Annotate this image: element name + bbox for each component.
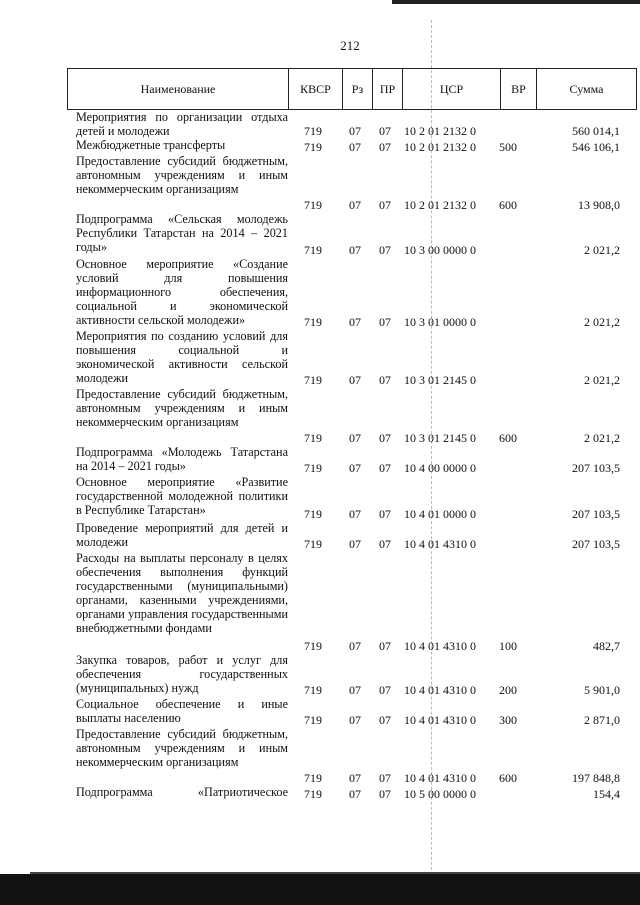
- row-pr: 07: [379, 683, 391, 697]
- row-vr: 600: [499, 771, 517, 785]
- row-csr: 10 3 01 2145 0: [404, 373, 476, 387]
- row-sum: 207 103,5: [572, 537, 620, 551]
- row-sum: 197 848,8: [572, 771, 620, 785]
- row-rz: 07: [349, 507, 361, 521]
- row-csr: 10 5 00 0000 0: [404, 787, 476, 801]
- scan-edge-bottom: [0, 874, 640, 905]
- header-kvsr: КВСР: [289, 69, 343, 109]
- row-rz: 07: [349, 537, 361, 551]
- row-sum: 2 021,2: [584, 315, 620, 329]
- header-pr: ПР: [373, 69, 403, 109]
- row-csr: 10 4 00 0000 0: [404, 461, 476, 475]
- row-rz: 07: [349, 639, 361, 653]
- row-pr: 07: [379, 461, 391, 475]
- row-csr: 10 3 01 0000 0: [404, 315, 476, 329]
- table-row: [0, 387, 640, 445]
- row-name: Подпрограмма «Молодежь Татарстана на 2014 – 2021 годы»: [76, 445, 288, 473]
- row-name: Мероприятия по созданию условий для повышения социальной и экономической активности сельской молодежи: [76, 329, 288, 385]
- table-row: [0, 154, 640, 212]
- row-rz: 07: [349, 243, 361, 257]
- row-sum: 154,4: [593, 787, 620, 801]
- header-csr: ЦСР: [403, 69, 501, 109]
- table-row: [0, 138, 640, 154]
- row-csr: 10 4 01 4310 0: [404, 537, 476, 551]
- row-kvsr: 719: [304, 198, 322, 212]
- row-pr: 07: [379, 243, 391, 257]
- row-kvsr: 719: [304, 713, 322, 727]
- row-vr: 100: [499, 639, 517, 653]
- row-csr: 10 4 01 4310 0: [404, 713, 476, 727]
- scan-edge-top: [392, 0, 640, 4]
- row-kvsr: 719: [304, 315, 322, 329]
- row-sum: 2 871,0: [584, 713, 620, 727]
- row-csr: 10 2 01 2132 0: [404, 198, 476, 212]
- row-sum: 2 021,2: [584, 243, 620, 257]
- row-kvsr: 719: [304, 639, 322, 653]
- row-name: Социальное обеспечение и иные выплаты населению: [76, 697, 288, 725]
- row-sum: 5 901,0: [584, 683, 620, 697]
- row-pr: 07: [379, 140, 391, 154]
- row-kvsr: 719: [304, 507, 322, 521]
- row-kvsr: 719: [304, 373, 322, 387]
- row-rz: 07: [349, 124, 361, 138]
- table-row: [0, 697, 640, 727]
- row-pr: 07: [379, 787, 391, 801]
- table-row: [0, 110, 640, 138]
- row-csr: 10 4 01 4310 0: [404, 771, 476, 785]
- header-vr: ВР: [501, 69, 537, 109]
- row-kvsr: 719: [304, 537, 322, 551]
- row-pr: 07: [379, 507, 391, 521]
- row-kvsr: 719: [304, 461, 322, 475]
- table-row: [0, 727, 640, 785]
- row-kvsr: 719: [304, 124, 322, 138]
- row-pr: 07: [379, 771, 391, 785]
- row-name: Предоставление субсидий бюджетным, автономным учреждениям и иным некоммерческим организациям: [76, 727, 288, 769]
- row-sum: 2 021,2: [584, 373, 620, 387]
- row-rz: 07: [349, 431, 361, 445]
- table-row: [0, 475, 640, 521]
- table-row: [0, 785, 640, 801]
- row-csr: 10 4 01 4310 0: [404, 639, 476, 653]
- row-rz: 07: [349, 198, 361, 212]
- table-row: [0, 551, 640, 653]
- row-vr: 600: [499, 431, 517, 445]
- table-row: [0, 445, 640, 475]
- row-name: Мероприятия по организации отдыха детей и молодежи: [76, 110, 288, 138]
- row-name: Подпрограмма «Сельская молодежь Республики Татарстан на 2014 – 2021 годы»: [76, 212, 288, 254]
- header-rz: Рз: [343, 69, 373, 109]
- row-csr: 10 3 00 0000 0: [404, 243, 476, 257]
- row-sum: 546 106,1: [572, 140, 620, 154]
- row-name: Предоставление субсидий бюджетным, автономным учреждениям и иным некоммерческим организациям: [76, 387, 288, 429]
- row-pr: 07: [379, 198, 391, 212]
- row-vr: 300: [499, 713, 517, 727]
- row-name: Закупка товаров, работ и услуг для обеспечения государственных (муниципальных) нужд: [76, 653, 288, 695]
- row-sum: 207 103,5: [572, 461, 620, 475]
- row-kvsr: 719: [304, 431, 322, 445]
- row-name: Расходы на выплаты персоналу в целях обеспечения выполнения функций государственными (муниципальными) органами, казенными учреждениями, органами управления государственными внебюджетными фондами: [76, 551, 288, 635]
- row-rz: 07: [349, 461, 361, 475]
- row-csr: 10 3 01 2145 0: [404, 431, 476, 445]
- table-row: [0, 653, 640, 697]
- row-csr: 10 4 01 0000 0: [404, 507, 476, 521]
- row-pr: 07: [379, 639, 391, 653]
- row-sum: 207 103,5: [572, 507, 620, 521]
- row-vr: 500: [499, 140, 517, 154]
- row-name: Межбюджетные трансферты: [76, 138, 226, 152]
- row-name: Основное мероприятие «Развитие государственной молодежной политики в Республике Татарстан»: [76, 475, 288, 517]
- row-pr: 07: [379, 431, 391, 445]
- row-name: Основное мероприятие «Создание условий для повышения информационного обеспечения, социальной и экономической активности сельской молодежи»: [76, 257, 288, 327]
- table-row: [0, 257, 640, 329]
- row-pr: 07: [379, 713, 391, 727]
- row-sum: 560 014,1: [572, 124, 620, 138]
- row-vr: 200: [499, 683, 517, 697]
- table-row: [0, 329, 640, 387]
- row-pr: 07: [379, 124, 391, 138]
- row-kvsr: 719: [304, 140, 322, 154]
- table-body: [0, 110, 640, 801]
- row-name: Проведение мероприятий для детей и молодежи: [76, 521, 288, 549]
- row-rz: 07: [349, 713, 361, 727]
- row-rz: 07: [349, 140, 361, 154]
- table-row: [0, 212, 640, 257]
- row-csr: 10 4 01 4310 0: [404, 683, 476, 697]
- table-row: [0, 521, 640, 551]
- row-name: Предоставление субсидий бюджетным, автономным учреждениям и иным некоммерческим организациям: [76, 154, 288, 196]
- row-kvsr: 719: [304, 771, 322, 785]
- row-name: Подпрограмма «Патриотическое: [76, 785, 288, 799]
- row-pr: 07: [379, 373, 391, 387]
- row-sum: 2 021,2: [584, 431, 620, 445]
- table-header: [67, 68, 637, 110]
- row-sum: 13 908,0: [578, 198, 620, 212]
- row-rz: 07: [349, 373, 361, 387]
- row-csr: 10 2 01 2132 0: [404, 124, 476, 138]
- row-sum: 482,7: [593, 639, 620, 653]
- row-kvsr: 719: [304, 243, 322, 257]
- row-rz: 07: [349, 771, 361, 785]
- row-vr: 600: [499, 198, 517, 212]
- row-pr: 07: [379, 537, 391, 551]
- row-csr: 10 2 01 2132 0: [404, 140, 476, 154]
- header-name: Наименование: [68, 69, 289, 109]
- row-kvsr: 719: [304, 787, 322, 801]
- row-kvsr: 719: [304, 683, 322, 697]
- header-sum: Сумма: [569, 82, 604, 96]
- row-pr: 07: [379, 315, 391, 329]
- row-rz: 07: [349, 683, 361, 697]
- row-rz: 07: [349, 315, 361, 329]
- page-number: 212: [340, 38, 360, 53]
- row-rz: 07: [349, 787, 361, 801]
